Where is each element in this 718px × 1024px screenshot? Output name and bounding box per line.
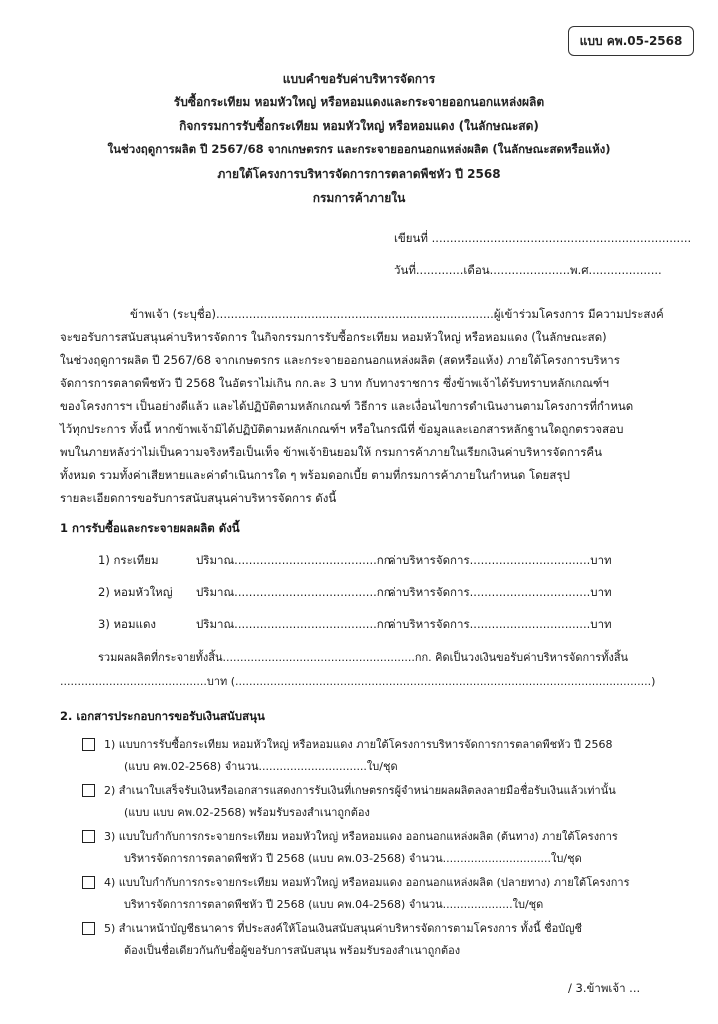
document-checkbox-4[interactable] [82, 876, 95, 889]
body-line: ทั้งหมด รวมทั้งค่าเสียหายและค่าดำเนินการใด ๆ พร้อมดอกเบี้ย ตามที่กรมการค้าภายในกำหนด โดยสรุป [60, 468, 570, 482]
document-item-3-line1: 3) แบบใบกำกับการกระจายกระเทียม หอมหัวใหญ่ หรือหอมแดง ออกนอกแหล่งผลิต (ต้นทาง) ภายใต้โครงการ [104, 830, 618, 843]
form-subtitle-1: รับซื้อกระเทียม หอมหัวใหญ่ หรือหอมแดงและกระจายออกนอกแหล่งผลิต [173, 95, 545, 109]
total-distributed-line[interactable]: รวมผลผลิตที่กระจายทั้งสิ้น.......................................................กก. คิดเป็นวงเงินขอรับค่าบริหารจัดการทั้งสิ้น [98, 651, 629, 664]
document-item-4-line1: 4) แบบใบกำกับการกระจายกระเทียม หอมหัวใหญ่ หรือหอมแดง ออกนอกแหล่งผลิต (ปลายทาง) ภายใต้โครงการ [104, 876, 630, 889]
form-code: แบบ คพ.05-2568 [579, 33, 683, 48]
produce-qty-garlic[interactable]: ปริมาณ.......................................กก. [196, 553, 395, 567]
written-at-field[interactable]: เขียนที่ ....................................................................... [394, 231, 692, 245]
body-line: ของโครงการฯ เป็นอย่างดีแล้ว และได้ปฏิบัติตามหลักเกณฑ์ วิธีการ และเงื่อนไขการดำเนินงานตามโครงการที่กำหนด [60, 399, 634, 413]
date-field[interactable]: วันที่.............เดือน......................พ.ศ.................... [394, 263, 662, 277]
produce-label-shallot: 3) หอมแดง [98, 617, 157, 631]
produce-fee-garlic[interactable]: ค่าบริหารจัดการ.................................บาท [388, 553, 612, 567]
produce-qty-shallot[interactable]: ปริมาณ.......................................กก. [196, 617, 395, 631]
document-item-1-line2: (แบบ คพ.02-2568) จำนวน...............................ใบ/ชุด [124, 760, 398, 773]
body-line: จัดการการตลาดพืชหัว ปี 2568 ในอัตราไม่เกิน กก.ละ 3 บาท กับทางราชการ ซึ่งข้าพเจ้าได้รับทราบหลักเกณฑ์ฯ [60, 376, 609, 390]
form-subtitle-4: ภายใต้โครงการบริหารจัดการการตลาดพืชหัว ปี 2568 [217, 167, 501, 181]
document-item-3-line2: บริหารจัดการการตลาดพืชหัว ปี 2568 (แบบ คพ.03-2568) จำนวน...............................ใบ/ชุด [124, 852, 582, 865]
form-code-box [568, 26, 694, 56]
form-department: กรมการค้าภายใน [312, 191, 406, 205]
body-line: พบในภายหลังว่าไม่เป็นความจริงหรือเป็นเท็จ ข้าพเจ้ายินยอมให้ กรมการค้าภายในเรียกเงินค่าบริหารจัดการคืน [60, 445, 602, 459]
body-line: จะขอรับการสนับสนุนค่าบริหารจัดการ ในกิจกรรมการรับซื้อกระเทียม หอมหัวใหญ่ หรือหอมแดง (ในลักษณะสด) [60, 330, 607, 344]
document-item-4-line2: บริหารจัดการการตลาดพืชหัว ปี 2568 (แบบ คพ.04-2568) จำนวน....................ใบ/ชุด [124, 898, 544, 911]
produce-fee-shallot[interactable]: ค่าบริหารจัดการ.................................บาท [388, 617, 612, 631]
document-checkbox-5[interactable] [82, 922, 95, 935]
produce-label-garlic: 1) กระเทียม [98, 553, 159, 567]
form-title: แบบคำขอรับค่าบริหารจัดการ [282, 72, 436, 86]
body-line: ในช่วงฤดูการผลิต ปี 2567/68 จากเกษตรกร และกระจายออกนอกแหล่งผลิต (สดหรือแห้ง) ภายใต้โครงการบริหาร [60, 353, 620, 367]
body-line: รายละเอียดการขอรับการสนับสนุนค่าบริหารจัดการ ดังนี้ [60, 491, 337, 505]
total-amount-line[interactable]: ..........................................บาท (.......................................................................................................................) [60, 675, 656, 688]
produce-label-onion: 2) หอมหัวใหญ่ [98, 585, 173, 599]
document-checkbox-3[interactable] [82, 830, 95, 843]
continued-note: / 3.ข้าพเจ้า ... [568, 981, 641, 995]
document-checkbox-2[interactable] [82, 784, 95, 797]
document-item-5-line2: ต้องเป็นชื่อเดียวกันกับชื่อผู้ขอรับการสนับสนุน พร้อมรับรองสำเนาถูกต้อง [124, 944, 461, 957]
document-item-1-line1: 1) แบบการรับซื้อกระเทียม หอมหัวใหญ่ หรือหอมแดง ภายใต้โครงการบริหารจัดการการตลาดพืชหัว ปี 2568 [104, 738, 613, 751]
section2-heading: 2. เอกสารประกอบการขอรับเงินสนับสนุน [60, 709, 265, 723]
document-item-2-line1: 2) สำเนาใบเสร็จรับเงินหรือเอกสารแสดงการรับเงินที่เกษตรกรผู้จำหน่ายผลผลิตลงลายมือชื่อรับเงินแล้วเท่านั้น [104, 784, 616, 797]
form-subtitle-3: ในช่วงฤดูการผลิต ปี 2567/68 จากเกษตรกร และกระจายออกนอกแหล่งผลิต (ในลักษณะสดหรือแห้ง) [107, 142, 611, 156]
produce-fee-onion[interactable]: ค่าบริหารจัดการ.................................บาท [388, 585, 612, 599]
form-subtitle-2: กิจกรรมการรับซื้อกระเทียม หอมหัวใหญ่ หรือหอมแดง (ในลักษณะสด) [179, 119, 539, 133]
body-line: ไว้ทุกประการ ทั้งนี้ หากข้าพเจ้ามิได้ปฏิบัติตามหลักเกณฑ์ฯ หรือในกรณีที่ ข้อมูลและเอกสารหลักฐานใดถูกตรวจสอบ [60, 422, 624, 436]
section1-heading: 1 การรับซื้อและกระจายผลผลิต ดังนี้ [60, 521, 240, 535]
produce-qty-onion[interactable]: ปริมาณ.......................................กก. [196, 585, 395, 599]
body-line: ข้าพเจ้า (ระบุชื่อ)............................................................................ผู้เข้าร่วมโครงการ มีความประสงค์ [130, 307, 664, 321]
document-item-5-line1: 5) สำเนาหน้าบัญชีธนาคาร ที่ประสงค์ให้โอนเงินสนับสนุนค่าบริหารจัดการตามโครงการ ทั้งนี้ ชื่อบัญชี [104, 922, 583, 935]
document-item-2-line2: (แบบ แบบ คพ.02-2568) พร้อมรับรองสำเนาถูกต้อง [124, 806, 370, 819]
document-checkbox-1[interactable] [82, 738, 95, 751]
